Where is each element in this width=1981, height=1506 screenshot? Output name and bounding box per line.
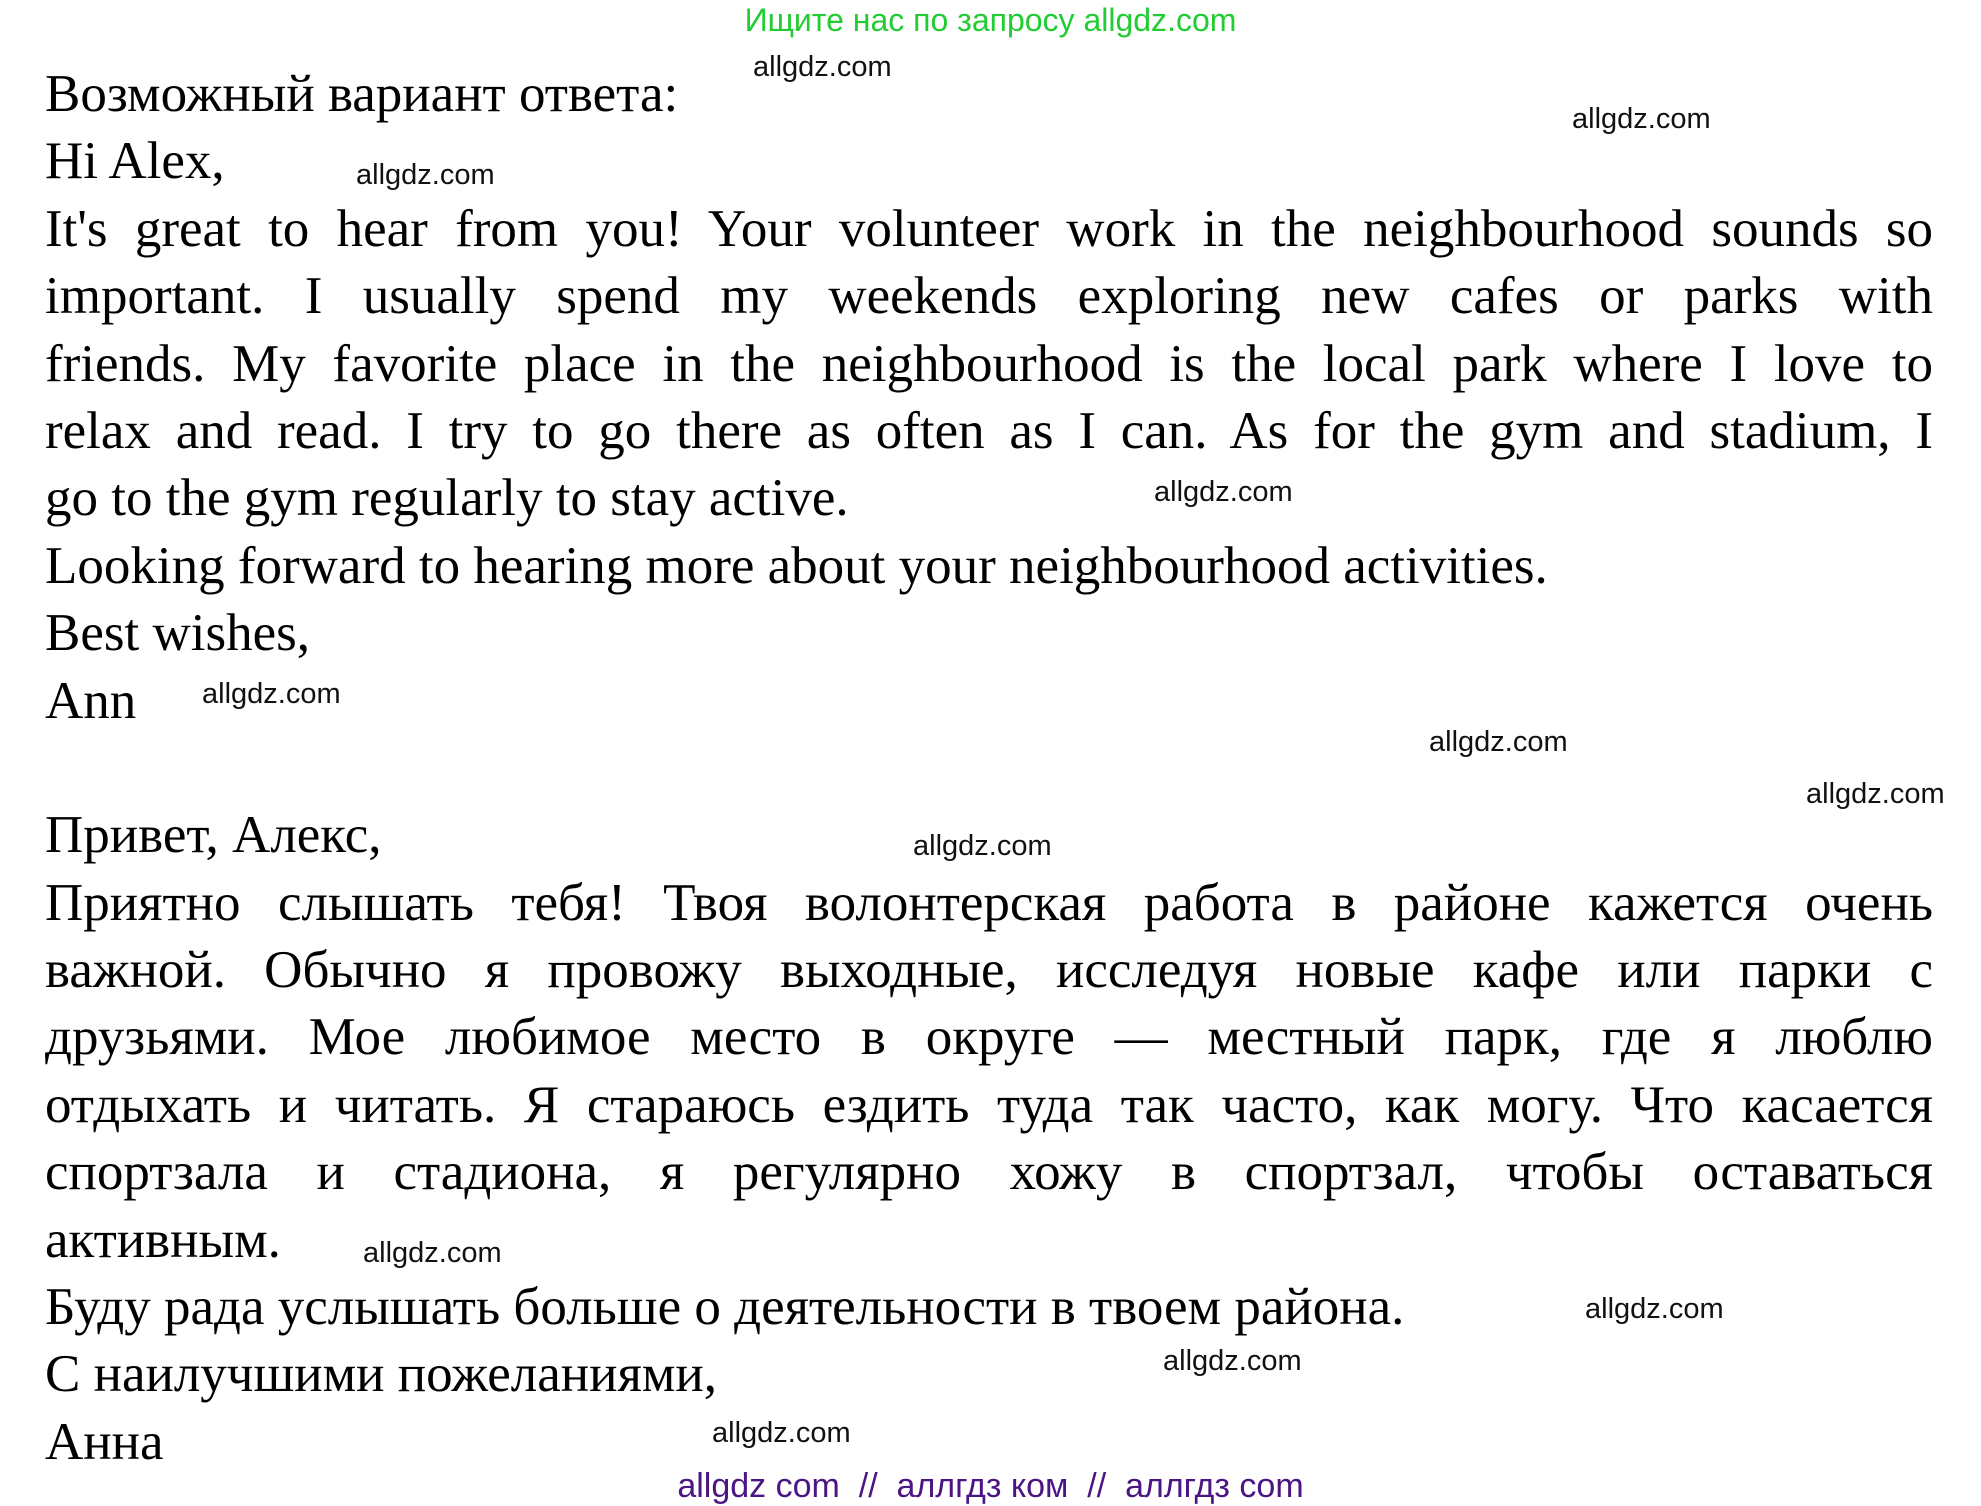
russian-letter-line: спортзала и стадиона, я регулярно хожу в спортзал, чтобы оставаться <box>45 1143 1933 1202</box>
answer-text <box>45 61 1933 1476</box>
search-hint-banner: Ищите нас по запросу allgdz.com <box>744 2 1237 38</box>
english-letter-line: Hi Alex, <box>45 132 225 191</box>
english-letter-line: It's great to hear from you! Your volunteer work in the neighbourhood sounds so <box>45 199 1933 258</box>
russian-letter-line: Буду рада услышать больше о деятельности в твоем района. <box>45 1278 1405 1337</box>
english-letter-line: relax and read. I try to go there as often as I can. As for the gym and stadium, I <box>45 401 1933 460</box>
spacer <box>45 735 1933 802</box>
english-letter-line: friends. My favorite place in the neighbourhood is the local park where I love to <box>45 334 1933 393</box>
watermark: allgdz.com <box>913 830 1052 862</box>
russian-letter-line: важной. Обычно я провожу выходные, исследуя новые кафе или парки с <box>45 941 1933 1000</box>
english-letter-line: go to the gym regularly to stay active. <box>45 469 849 528</box>
russian-letter-line: Привет, Алекс, <box>45 806 382 865</box>
english-letter-line: Ann <box>45 671 137 730</box>
answer-heading: Возможный вариант ответа: <box>45 65 679 123</box>
english-letter-line: important. I usually spend my weekends exploring new cafes or parks with <box>45 267 1933 326</box>
watermark: allgdz.com <box>1806 778 1945 810</box>
watermark: allgdz.com <box>1429 726 1568 758</box>
watermark: allgdz.com <box>753 51 892 83</box>
english-letter-line: Best wishes, <box>45 604 310 663</box>
russian-letter-line: Анна <box>45 1412 164 1471</box>
watermark: allgdz.com <box>202 678 341 710</box>
footer-watermark: allgdz com // аллгдз ком // аллгдз com <box>677 1467 1304 1505</box>
watermark: allgdz.com <box>1163 1345 1302 1377</box>
watermark: allgdz.com <box>1585 1293 1724 1325</box>
watermark: allgdz.com <box>356 159 495 191</box>
russian-letter-line: отдыхать и читать. Я стараюсь ездить туда так часто, как могу. Что касается <box>45 1075 1933 1134</box>
russian-letter-line: Приятно слышать тебя! Твоя волонтерская работа в районе кажется очень <box>45 873 1933 932</box>
english-letter-line: Looking forward to hearing more about your neighbourhood activities. <box>45 536 1548 595</box>
russian-letter-line: активным. <box>45 1210 281 1269</box>
watermark: allgdz.com <box>1154 476 1293 508</box>
watermark: allgdz.com <box>712 1417 851 1449</box>
russian-letter-line: друзьями. Мое любимое место в округе — местный парк, где я люблю <box>45 1008 1933 1067</box>
russian-letter-line: С наилучшими пожеланиями, <box>45 1345 717 1404</box>
watermark: allgdz.com <box>1572 103 1711 135</box>
watermark: allgdz.com <box>363 1237 502 1269</box>
